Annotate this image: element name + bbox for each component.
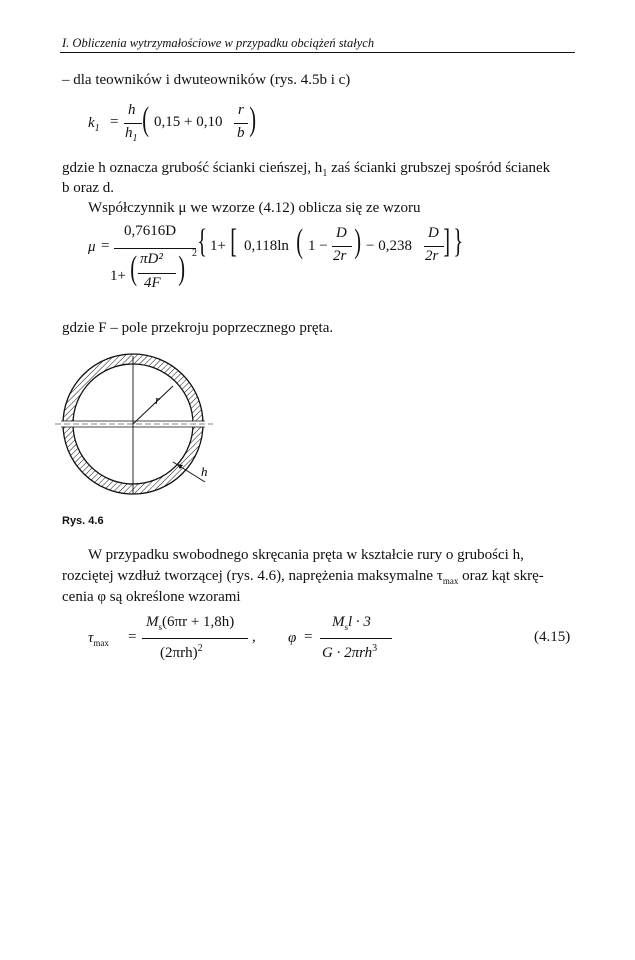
k1-den-h1: $h_1$ <box>125 125 138 144</box>
mu-den-inner-den: 4F <box>144 275 161 291</box>
paragraph-b-oraz-d: b oraz d. <box>62 180 115 196</box>
paragraph-gdzie-h: gdzie h oznacza grubość ścianki cieńszej, $h_1$ zaś ścianki grubszej spośród ścianek <box>62 160 551 179</box>
k1-fraction-bar <box>124 123 142 124</box>
mu-den-left-paren: ( <box>130 250 138 287</box>
mu-left-bracket: [ <box>230 223 238 260</box>
formula-4-15 <box>88 612 578 672</box>
mu-left-brace: { <box>197 223 208 260</box>
mu-frac2-bar <box>424 246 444 247</box>
phi-fraction-bar <box>320 638 392 639</box>
k1-fraction-bar-2 <box>234 123 248 124</box>
mu-equals: = <box>101 238 110 254</box>
mu-ln-left-paren: ( <box>296 223 304 260</box>
header-rule <box>60 52 575 53</box>
phi-equals: = <box>304 629 313 645</box>
mu-one-minus: 1 − <box>308 238 328 254</box>
k1-inner: 0,15 + 0,10 <box>154 114 223 130</box>
formula-k1 <box>88 100 288 150</box>
paragraph-wspolczynnik: Współczynnik μ we wzorze (4.12) oblicza się ze wzoru <box>88 200 421 216</box>
mu-ln-right-paren: ) <box>354 223 362 260</box>
k1-num-h: h <box>128 102 136 118</box>
tau-equals: = <box>128 629 137 645</box>
paragraph-cenia: cenia φ są określone wzorami <box>62 589 241 605</box>
mu-den-right-paren: ) <box>178 250 186 287</box>
k1-lhs: $k_1$ <box>88 115 100 134</box>
radius-label: r <box>155 392 161 407</box>
tau-fraction-bar <box>142 638 248 639</box>
tau-comma: , <box>252 629 256 645</box>
phi-numerator: $M_sl \cdot 3$ <box>332 614 371 632</box>
equation-number: (4.15) <box>534 629 571 645</box>
mu-numerator: 0,7616D <box>124 223 177 239</box>
mu-frac2-den: 2r <box>425 248 439 264</box>
thickness-label: h <box>201 464 208 479</box>
mu-frac1-bar <box>332 246 352 247</box>
mu-den-exponent: 2 <box>192 248 197 259</box>
figure-caption: Rys. 4.6 <box>62 515 104 527</box>
mu-lhs: μ <box>88 239 96 255</box>
tau-lhs: $\tau_{max}$ <box>88 630 109 648</box>
k1-num-r: r <box>238 102 244 118</box>
tau-numerator: $M_s(6\pi r + 1,8h)$ <box>146 614 235 632</box>
paragraph-w-przypadku: W przypadku swobodnego skręcania pręta w kształcie rury o grubości h, <box>88 547 524 563</box>
mu-frac2-num: D <box>428 225 439 241</box>
figure-tube-section <box>55 352 235 512</box>
mu-one-plus: 1+ <box>210 238 226 254</box>
mu-den-inner-bar <box>138 273 176 274</box>
paragraph-gdzie-f: gdzie F – pole przekroju poprzecznego pręta. <box>62 320 334 336</box>
k1-equals: = <box>110 114 119 130</box>
mu-right-brace: } <box>453 223 464 260</box>
paragraph-teowniki: – dla teowników i dwuteowników (rys. 4.5b i c) <box>62 72 351 88</box>
mu-right-bracket: ] <box>443 223 451 260</box>
running-header: I. Obliczenia wytrzymałościowe w przypadku obciążeń stałych <box>62 36 375 50</box>
mu-coef: 0,118ln <box>244 238 289 254</box>
k1-den-b: b <box>237 125 245 141</box>
tau-denominator: $(2\pi rh)^2$ <box>160 643 203 661</box>
mu-den-one: 1+ <box>110 268 126 284</box>
paragraph-rozcietej: rozciętej wzdłuż tworzącej (rys. 4.6), naprężenia maksymalne $\tau_{max}$ oraz kąt skrę- <box>62 568 544 586</box>
mu-den-inner-num: πD² <box>140 251 163 267</box>
phi-denominator: G · 2πrh$^3$ <box>322 643 378 661</box>
mu-minus-coef: − 0,238 <box>366 238 412 254</box>
mu-frac1-num: D <box>336 225 347 241</box>
k1-left-paren: ( <box>142 101 150 138</box>
mu-frac1-den: 2r <box>333 248 347 264</box>
k1-right-paren: ) <box>249 101 257 138</box>
mu-fraction-bar <box>114 248 196 249</box>
formula-mu <box>88 222 468 302</box>
phi-lhs: φ <box>288 630 297 646</box>
